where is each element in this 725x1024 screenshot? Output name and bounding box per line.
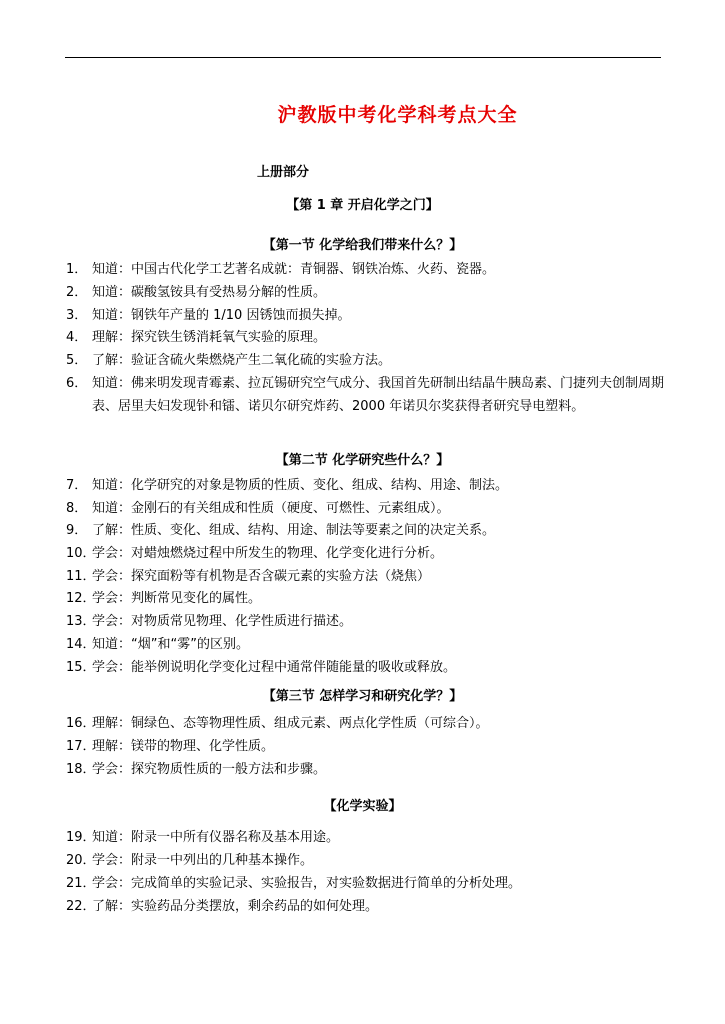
item-number: 1． [66, 262, 88, 277]
list-item [66, 827, 666, 850]
list-item [66, 259, 666, 282]
chapter-heading: 【第 1 章 开启化学之门】 [286, 198, 439, 213]
item-number: 16． [66, 716, 96, 731]
item-text: 知道：附录一中所有仪器名称及基本用途。 [92, 830, 340, 845]
item-text: 学会：判断常见变化的属性。 [92, 591, 262, 606]
item-text: 理解：铜绿色、态等物理性质、组成元素、两点化学性质（可综合）。 [92, 716, 489, 731]
item-text: 知道：中国古代化学工艺著名成就：青铜器、钢铁冶炼、火药、瓷器。 [92, 262, 496, 277]
list-item [66, 350, 666, 373]
list-item [66, 373, 666, 418]
item-number: 12． [66, 591, 96, 606]
list-item [66, 282, 666, 305]
item-text: 学会：对蜡烛燃烧过程中所发生的物理、化学变化进行分析。 [92, 546, 444, 561]
item-text: 学会：对物质常见物理、化学性质进行描述。 [92, 614, 353, 629]
item-text: 学会：能举例说明化学变化过程中通常伴随能量的吸收或释放。 [92, 660, 457, 675]
section-heading: 【第三节 怎样学习和研究化学？】 [262, 689, 463, 704]
item-number: 5． [66, 353, 88, 368]
item-number: 2． [66, 285, 88, 300]
list-item [66, 305, 666, 328]
item-text: 了解：实验药品分类摆放，剩余药品的如何处理。 [92, 899, 379, 914]
section-heading: 【第一节 化学给我们带来什么？】 [262, 238, 463, 253]
list-item [66, 498, 666, 521]
list-item [66, 657, 666, 680]
item-number: 14． [66, 637, 96, 652]
item-text: 知道：“烟”和“雾”的区别。 [92, 637, 249, 652]
item-number: 20． [66, 853, 96, 868]
list-item [66, 713, 666, 736]
item-text: 知道：钢铁年产量的 1/10 因锈蚀而损失掉。 [92, 308, 351, 323]
item-number: 10． [66, 546, 96, 561]
item-text: 学会：完成简单的实验记录、实验报告，对实验数据进行简单的分析处理。 [92, 876, 522, 891]
section-heading: 【化学实验】 [323, 799, 402, 814]
list-item [66, 475, 666, 498]
item-number: 3． [66, 308, 88, 323]
item-number: 17． [66, 739, 96, 754]
list-item [66, 566, 666, 589]
item-number: 7． [66, 478, 88, 493]
item-text: 学会：探究面粉等有机物是否含碳元素的实验方法（烧焦） [92, 569, 431, 584]
item-number: 22． [66, 899, 96, 914]
list-item [66, 611, 666, 634]
section-heading: 【第二节 化学研究些什么？】 [275, 453, 450, 468]
list-item [66, 520, 666, 543]
volume-heading: 上册部分 [257, 165, 310, 180]
item-number: 13． [66, 614, 96, 629]
item-number: 21． [66, 876, 96, 891]
item-text: 学会：附录一中列出的几种基本操作。 [92, 853, 314, 868]
item-text: 了解：验证含硫火柴燃烧产生二氧化硫的实验方法。 [92, 353, 392, 368]
item-text: 知道：佛来明发现青霉素、拉瓦锡研究空气成分、我国首先研制出结晶牛胰岛素、门捷列夫创制周期表、居里夫妇发现钋和镭、诺贝尔研究炸药、2000 年诺贝尔奖获得者研究导电塑料。 [92, 376, 665, 414]
list-item [66, 873, 666, 896]
list-item [66, 327, 666, 350]
header-rule [65, 57, 661, 58]
item-text: 知道：化学研究的对象是物质的性质、变化、组成、结构、用途、制法。 [92, 478, 509, 493]
item-number: 9． [66, 523, 88, 538]
item-number: 18． [66, 762, 96, 777]
list-item [66, 850, 666, 873]
item-number: 6． [66, 376, 88, 391]
item-text: 理解：探究铁生锈消耗氧气实验的原理。 [92, 330, 327, 345]
list-item [66, 759, 666, 782]
item-number: 8． [66, 501, 88, 516]
list-item [66, 736, 666, 759]
list-item [66, 896, 666, 919]
document-title: 沪教版中考化学科考点大全 [277, 104, 518, 126]
item-text: 学会：探究物质性质的一般方法和步骤。 [92, 762, 327, 777]
item-text: 知道：金刚石的有关组成和性质（硬度、可燃性、元素组成）。 [92, 501, 450, 516]
item-number: 4． [66, 330, 88, 345]
item-number: 11． [66, 569, 96, 584]
item-text: 理解：镁带的物理、化学性质。 [92, 739, 275, 754]
list-item [66, 543, 666, 566]
item-number: 15． [66, 660, 96, 675]
item-number: 19． [66, 830, 96, 845]
list-item [66, 634, 666, 657]
list-item [66, 588, 666, 611]
item-text: 知道：碳酸氢铵具有受热易分解的性质。 [92, 285, 327, 300]
item-text: 了解：性质、变化、组成、结构、用途、制法等要素之间的决定关系。 [92, 523, 496, 538]
